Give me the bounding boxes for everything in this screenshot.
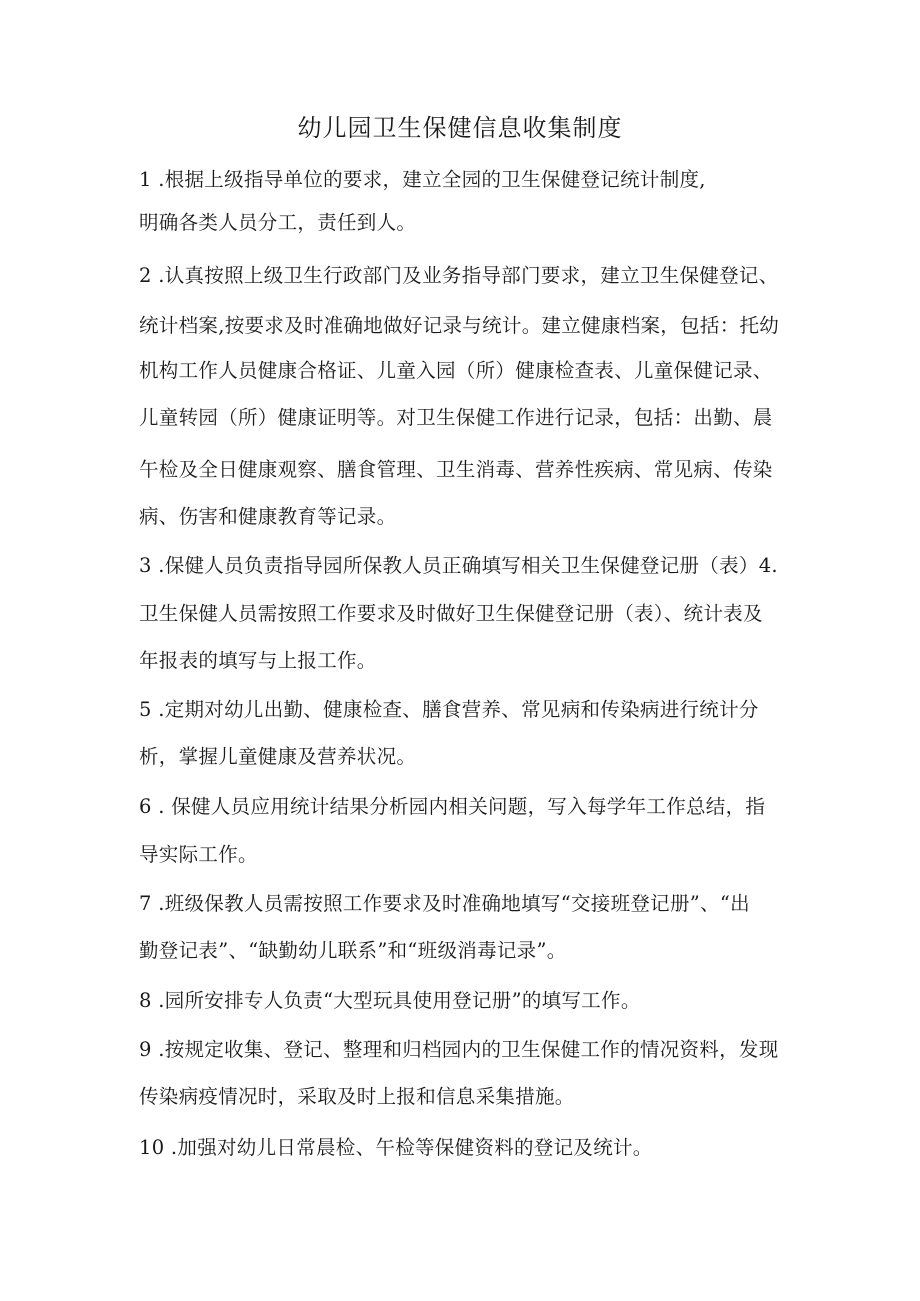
text-line: 7 .班级保教人员需按照工作要求及时准确地填写“交接班登记册”、“出 (139, 892, 750, 915)
text-line: 1 .根据上级指导单位的要求，建立全园的卫生保健登记统计制度, (139, 168, 706, 191)
text-line: 明确各类人员分工，责任到人。 (139, 211, 417, 234)
text-line: 传染病疫情况时，采取及时上报和信息采集措施。 (139, 1085, 575, 1108)
text-line: 9 .按规定收集、登记、整理和归档园内的卫生保健工作的情况资料，发现 (139, 1038, 779, 1061)
text-line: 勤登记表”、“缺勤幼儿联系”和“班级消毒记录”。 (139, 939, 567, 962)
document-title: 幼儿园卫生保健信息收集制度 (297, 114, 623, 142)
text-line: 6 . 保健人员应用统计结果分析园内相关问题，写入每学年工作总结，指 (139, 795, 766, 818)
text-line: 儿童转园（所）健康证明等。对卫生保健工作进行记录，包括：出勤、晨 (139, 406, 773, 429)
text-line: 卫生保健人员需按照工作要求及时做好卫生保健登记册（表）、统计表及 (139, 602, 763, 625)
text-line: 机构工作人员健康合格证、儿童入园（所）健康检查表、儿童保健记录、 (139, 359, 773, 382)
text-line: 统计档案,按要求及时准确地做好记录与统计。建立健康档案，包括：托幼 (139, 314, 780, 337)
text-line: 10 .加强对幼儿日常晨检、午检等保健资料的登记及统计。 (139, 1136, 653, 1159)
text-line: 5 .定期对幼儿出勤、健康检查、膳食营养、常见病和传染病进行统计分 (139, 698, 759, 721)
text-line: 导实际工作。 (139, 843, 258, 866)
text-line: 2 .认真按照上级卫生行政部门及业务指导部门要求，建立卫生保健登记、 (139, 264, 779, 287)
text-line: 3 .保健人员负责指导园所保教人员正确填写相关卫生保健登记册（表）4. (139, 554, 778, 577)
text-line: 年报表的填写与上报工作。 (139, 649, 377, 672)
text-line: 8 .园所安排专人负责“大型玩具使用登记册”的填写工作。 (139, 989, 641, 1012)
text-line: 午检及全日健康观察、膳食管理、卫生消毒、营养性疾病、常见病、传染 (139, 458, 773, 481)
text-line: 析，掌握儿童健康及营养状况。 (139, 745, 417, 768)
text-line: 病、伤害和健康教育等记录。 (139, 505, 397, 528)
